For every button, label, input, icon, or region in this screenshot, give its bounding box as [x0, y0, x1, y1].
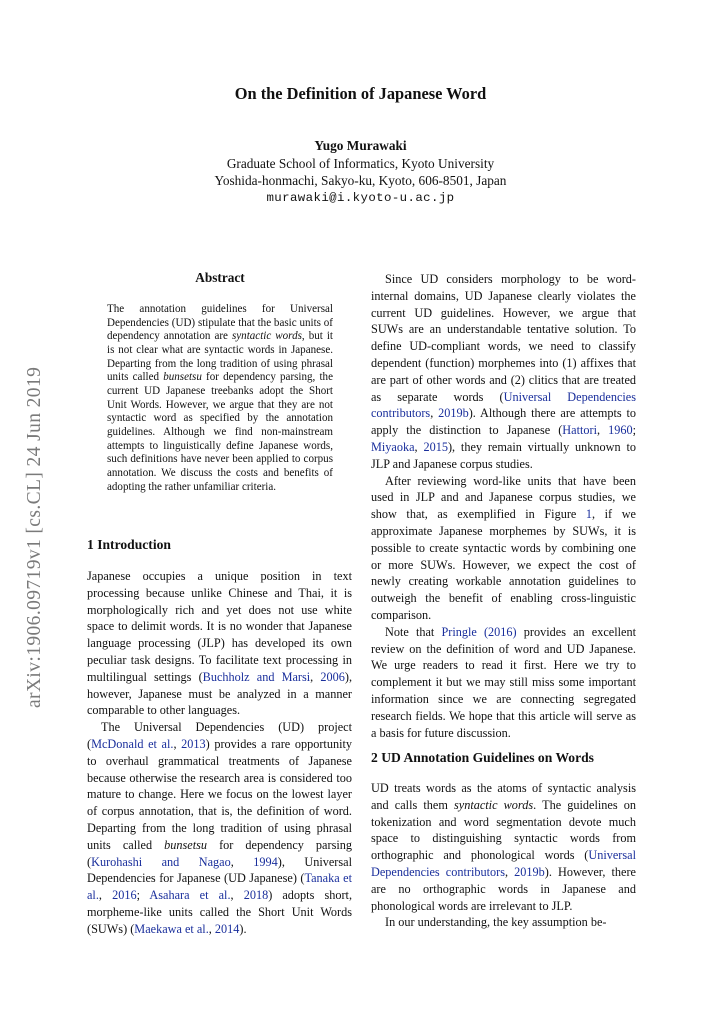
citation-link[interactable]: Miyaoka [371, 439, 415, 454]
right-paragraph-3: Note that Pringle (2016) provides an excellent review on the definition of word and UD Japanese. We urge readers to read it first. Here we try to complement it but we may still miss some important information since we are connecting segregated research fields. We hope that this article will serve as a basis for future discussion. [371, 624, 636, 740]
affiliation-line-1: Graduate School of Informatics, Kyoto University [226, 156, 495, 171]
citation-link[interactable]: 2019b [438, 406, 469, 421]
section-2-heading: 2 UD Annotation Guidelines on Words [371, 750, 594, 765]
citation-link[interactable]: 2014 [214, 921, 240, 936]
intro-paragraph-1: Japanese occupies a unique position in text processing because unlike Chinese and Thai, it is morphologically rich and yet does not use white space to delimit words. It is no wonder that Japanese language processing (JLP) has developed its own peculiar task designs. To facilitate text processing in multilingual settings (Buchholz and Marsi, 2006), however, Japanese must be analyzed in a manner comparable to other languages. [87, 569, 353, 718]
citation-link[interactable]: 2018 [243, 888, 269, 903]
citation-link[interactable]: Maekawa et al. [134, 921, 209, 936]
citation-link[interactable]: Universal Dependencies contributors [371, 389, 636, 421]
citation-link[interactable]: 2015 [423, 439, 448, 454]
section-2-paragraph-1: UD treats words as the atoms of syntactic analysis and calls them syntactic words. The guidelines on tokenization and word segmentation devote much space to distinguishing syntactic words from orthographic and phonological words (Universal Dependencies contributors, 2019b). However, there are no orthographic words in Japanese and phonological words are irrelevant to JLP. [371, 781, 636, 913]
figure-link[interactable]: 1 [585, 507, 593, 522]
citation-link[interactable]: 2019b [514, 864, 545, 879]
affiliation-line-2: Yoshida-honmachi, Sakyo-ku, Kyoto, 606-8501, Japan [214, 173, 507, 188]
author-email: murawaki@i.kyoto-u.ac.jp [266, 191, 455, 205]
citation-link[interactable]: McDonald et al. [91, 736, 174, 751]
paper-title: On the Definition of Japanese Word [234, 84, 487, 103]
intro-paragraph-2: The Universal Dependencies (UD) project (McDonald et al., 2013) provides a rare opportunity to overhaul grammatical treatments of Japanese because otherwise the research area is considered too mature to change. Here we focus on the lowest layer of corpus annotation, that is, the definition of word. Departing from the long tradition of using phrasal units called bunsetsu for dependency parsing (Kurohashi and Nagao, 1994), Universal Dependencies for Japanese (UD Japanese) (Tanaka et al., 2016; Asahara et al., 2018) adopts short, morpheme-like units called the Short Unit Words (SUWs) (Maekawa et al., 2014). [87, 720, 353, 936]
citation-link[interactable]: 2013 [181, 736, 206, 751]
citation-link[interactable]: 2016 [112, 888, 137, 903]
citation-link[interactable]: Asahara et al. [149, 888, 231, 903]
author-name: Yugo Murawaki [314, 138, 407, 153]
citation-link[interactable]: Hattori [562, 423, 597, 438]
section-1-heading: 1 Introduction [87, 537, 171, 552]
abstract-heading: Abstract [195, 270, 245, 285]
left-column [87, 568, 352, 938]
arxiv-stamp: arXiv:1906.09719v1 [cs.CL] 24 Jun 2019 [24, 366, 45, 708]
citation-link[interactable]: 1960 [608, 423, 633, 438]
citation-link[interactable]: 1994 [253, 854, 278, 869]
citation-link[interactable]: Kurohashi and Nagao [91, 854, 231, 869]
abstract-body: The annotation guidelines for Universal Dependencies (UD) stipulate that the basic units of dependency annotation are syntactic words, but it is not clear what are syntactic words in Japanese. Departing from the long tradition of using phrasal units called bunsetsu for dependency parsing, the current UD Japanese treebanks adopt the Short Unit Words. However, we argue that they are not syntactic word as specified by the annotation guidelines. Although we find non-mainstream attempts to linguistically define Japanese words, such definitions have never been applied to corpus annotation. We discuss the costs and benefits of adopting the rather unfamiliar criteria. [107, 303, 333, 493]
citation-link[interactable]: Tanaka et al. [87, 871, 353, 903]
citation-link[interactable]: Universal Dependencies contributors [371, 848, 636, 879]
section-2-paragraph-2: In our understanding, the key assumption be- [385, 915, 607, 930]
right-paragraph-1: Since UD considers morphology to be word-internal domains, UD Japanese clearly violates the current UD guidelines. However, we argue that SUWs are an understandable tentative solution. To define UD-compliant words, we need to classify dependent (function) morphemes into (1) affixes that are part of other words and (2) clitics that are treated as separate words (Universal Dependencies contributors, 2019b). Although there are attempts to apply the distinction to Japanese (Hattori, 1960; Miyaoka, 2015), they remain virtually unknown to JLP and Japanese corpus studies. [371, 272, 637, 471]
right-paragraph-2: After reviewing word-like units that have been used in JLP and and Japanese corpus studies, we show that, as exemplified in Figure 1, if we approximate Japanese morphemes by SUWs, it is possible to create syntactic words by combining one or more SUWs. However, we expect the cost of newly creating workable annotation guidelines to outweigh the benefit of enabling cross-linguistic comparison. [371, 473, 636, 622]
citation-link[interactable]: Pringle (2016) [441, 624, 517, 639]
right-column-bottom [371, 780, 636, 931]
citation-link[interactable]: 2006 [320, 669, 345, 684]
right-column-top [371, 271, 636, 741]
citation-link[interactable]: Buchholz and Marsi [202, 669, 311, 684]
